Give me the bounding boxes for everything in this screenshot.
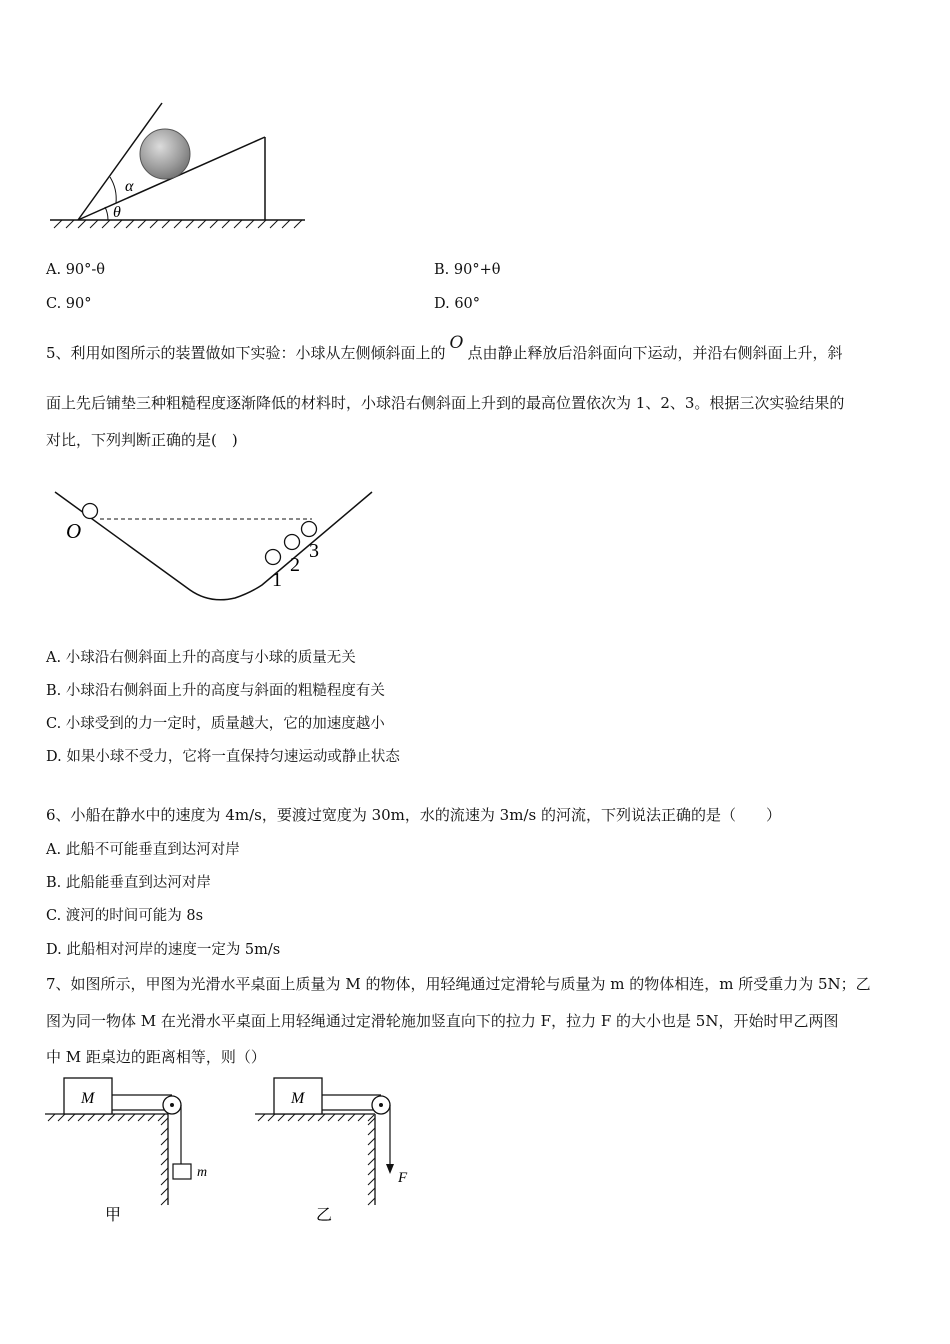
ball-at-o: [83, 504, 98, 519]
caption-jia: 甲: [105, 1207, 122, 1224]
q4-option-d: D. 60°: [434, 296, 481, 312]
q5-option-c: C. 小球受到的力一定时，质量越大，它的加速度越小: [46, 716, 385, 732]
q5-stem-line1: [46, 333, 843, 363]
q6-option-a: A. 此船不可能垂直到达河对岸: [46, 842, 240, 858]
q5-option-d: D. 如果小球不受力，它将一直保持匀速运动或静止状态: [46, 749, 400, 765]
label-2: 2: [290, 554, 300, 576]
pulley-figure-left: [40, 1070, 230, 1230]
q7-stem-line1: 7、如图所示，甲图为光滑水平桌面上质量为 M 的物体，用轻绳通过定滑轮与质量为 m 的物体相连，m 所受重力为 5N；乙: [46, 975, 871, 993]
u-track-figure: [50, 480, 390, 610]
hanging-mass-label: m: [197, 1165, 208, 1180]
ball-position-1: [266, 550, 281, 565]
q7-stem-line3: 中 M 距桌边的距离相等，则（）: [46, 1048, 266, 1066]
alpha-label: α: [125, 178, 134, 195]
force-arrow-icon: [386, 1164, 394, 1174]
pulley-figure-right: [250, 1070, 440, 1230]
q6-option-b: B. 此船能垂直到达河对岸: [46, 875, 211, 891]
incline-ball-figure: [40, 95, 320, 235]
q5-option-b: B. 小球沿右侧斜面上升的高度与斜面的粗糙程度有关: [46, 683, 385, 699]
q5-option-a: A. 小球沿右侧斜面上升的高度与小球的质量无关: [46, 650, 356, 666]
q4-option-c: C. 90°: [46, 296, 92, 312]
label-o: O: [66, 519, 82, 543]
block-m-right-label: M: [291, 1090, 305, 1107]
ball: [140, 129, 190, 179]
q6-option-c: C. 渡河的时间可能为 8s: [46, 908, 204, 924]
caption-yi: 乙: [316, 1207, 333, 1224]
q5-point-o: O: [449, 333, 464, 353]
label-3: 3: [309, 540, 319, 562]
q7-stem-line2: 图为同一物体 M 在光滑水平桌面上用轻绳通过定滑轮施加竖直向下的拉力 F，拉力 F 的大小也是 5N，开始时甲乙两图: [46, 1012, 839, 1030]
q6-option-d: D. 此船相对河岸的速度一定为 5m/s: [46, 942, 281, 958]
q4-option-b: B. 90°+θ: [434, 262, 501, 278]
q5-stem-line2: 面上先后铺垫三种粗糙程度逐渐降低的材料时，小球沿右侧斜面上升到的最高位置依次为 1、2、3。根据三次实验结果的: [46, 394, 845, 412]
label-1: 1: [272, 569, 282, 591]
ball-position-2: [285, 535, 300, 550]
q4-option-a: A. 90°-θ: [46, 262, 106, 278]
ball-position-3: [302, 522, 317, 537]
force-label: F: [398, 1170, 408, 1186]
hanging-mass: [173, 1164, 191, 1179]
block-m-left-label: M: [81, 1090, 95, 1107]
q5-stem-line1-pre: 5、利用如图所示的装置做如下实验：小球从左侧倾斜面上的: [46, 344, 446, 362]
q5-stem-line1-post: 点由静止释放后沿斜面向下运动，并沿右侧斜面上升，斜: [467, 344, 843, 362]
q5-stem-line3: 对比，下列判断正确的是( ): [46, 431, 238, 449]
q6-stem: 6、小船在静水中的速度为 4m/s，要渡过宽度为 30m，水的流速为 3m/s 的河流，下列说法正确的是（ ）: [46, 806, 781, 824]
theta-label: θ: [113, 204, 121, 221]
